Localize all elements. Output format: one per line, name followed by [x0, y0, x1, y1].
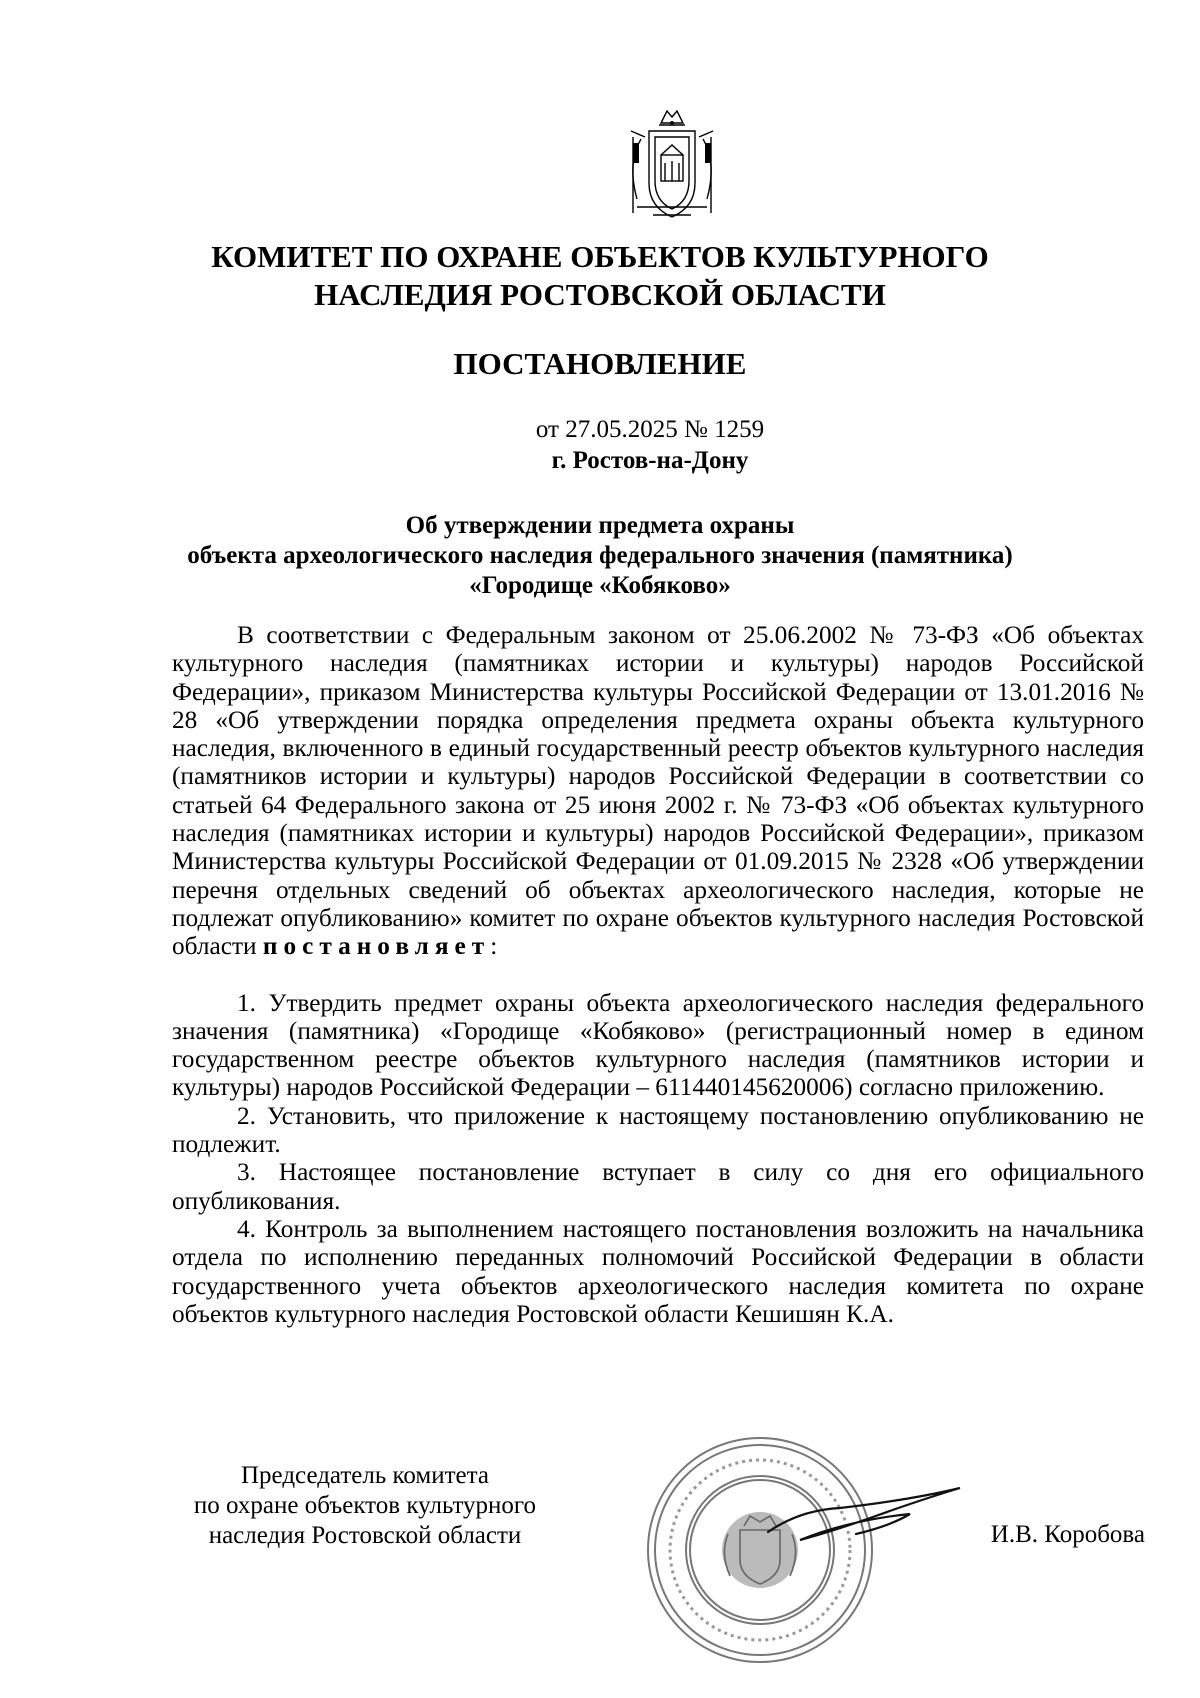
organization-title-line1: КОМИТЕТ ПО ОХРАНЕ ОБЪЕКТОВ КУЛЬТУРНОГО [211, 239, 989, 274]
document-type: ПОСТАНОВЛЕНИЕ [453, 346, 747, 381]
position-line2: по охране объектов культурного [193, 1492, 537, 1519]
signatory-name: И.В. Коробова [990, 1521, 1145, 1548]
subject-line3: «Городище «Кобяково» [469, 572, 731, 599]
list-item: 2. Установить, что приложение к настоящему постановлению опубликованию не подлежит. [172, 1101, 1144, 1159]
organization-title [200, 238, 1000, 314]
decree-word: постановляет [262, 932, 491, 961]
list-item: 4. Контроль за выполнением настоящего постановления возложить на начальника отдела по исполнению переданных полномочий Российской Федерации в области государственного учета объектов археологического наследия комитета по охране объектов культурного наследия Ростовской области Кешишян К.А. [172, 1214, 1144, 1328]
subject-line2: объекта археологического наследия федерального значения (памятника) [187, 542, 1013, 569]
position-line1: Председатель комитета [241, 1462, 489, 1489]
position-line3: наследия Ростовской области [208, 1522, 522, 1549]
subject-line1: Об утверждении предмета охраны [405, 512, 795, 539]
preamble-text: В соответствии с Федеральным законом от 25.06.2002 № 73-ФЗ «Об объектах культурного наследия (памятниках истории и культуры) народов Российской Федерации», приказом Министерства культуры Российской Федерации от 13.01.2016 № 28 «Об утверждении порядка определения предмета охраны объекта культурного наследия, включенного в единый государственный реестр объектов культурного наследия (памятников истории и культуры) народов Российской Федерации в соответствии со статьей 64 Федерального закона от 25 июня 2002 г. № 73-ФЗ «Об объектах культурного наследия (памятниках истории и культуры) народов Российской Федерации», приказом Министерства культуры Российской Федерации от 01.09.2015 № 2328 «Об утверждении перечня отдельных сведений об объектах археологического наследия, которые не подлежат опубликованию» комитет по охране объектов культурного наследия Ростовской области [172, 621, 1144, 961]
signatory-position [140, 1461, 590, 1551]
list-item: 3. Настоящее постановление вступает в силу со дня его официального опубликования. [172, 1158, 1144, 1215]
date-and-number: от 27.05.2025 № 1259 [535, 416, 765, 443]
coat-of-arms-icon [619, 103, 725, 225]
city: г. Ростов-на-Дону [551, 447, 749, 474]
document-subject [150, 511, 1050, 601]
preamble-colon: : [490, 932, 498, 961]
organization-title-line2: НАСЛЕДИЯ РОСТОВСКОЙ ОБЛАСТИ [314, 277, 886, 312]
list-item: 1. Утвердить предмет охраны объекта археологического наследия федерального значения (памятника) «Городище «Кобяково» (регистрационный номер в едином государственном реестре объектов культурного наследия (памятников истории и культуры) народов Российской Федерации – 611440145620006) согласно приложению. [172, 988, 1144, 1102]
document-body [172, 621, 1144, 1328]
paragraph-spacer [172, 961, 1144, 989]
preamble-paragraph [172, 621, 1144, 961]
